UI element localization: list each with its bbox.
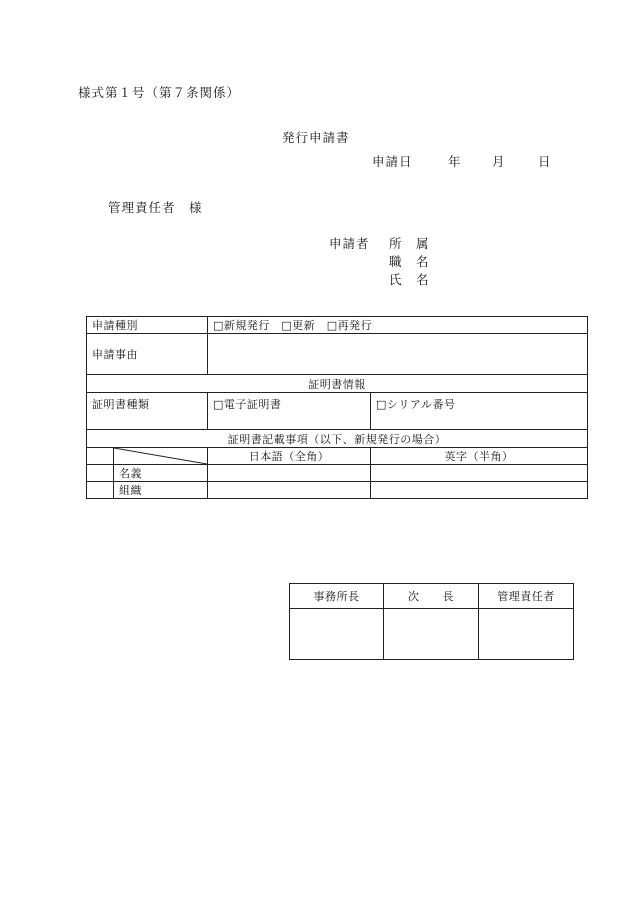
cert-type-row	[87, 393, 588, 430]
blank-cell	[87, 465, 114, 482]
application-date-label: 申請日	[372, 154, 413, 169]
reason-label: 申請事由	[87, 334, 208, 375]
stamp-box-manager[interactable]	[479, 609, 574, 660]
request-type-label: 申請種別	[87, 317, 208, 334]
date-year: 年	[448, 154, 462, 169]
col-english-header: 英字（半角）	[371, 448, 588, 465]
form-number: 様式第１号（第７条関係）	[78, 85, 241, 100]
diagonal-line	[114, 448, 207, 464]
cert-info-header-row	[87, 375, 588, 393]
row-name-label: 名義	[114, 465, 208, 482]
name-japanese-field[interactable]	[208, 465, 371, 482]
approval-header-row	[290, 584, 574, 609]
stamp-box-deputy[interactable]	[384, 609, 479, 660]
name-english-field[interactable]	[371, 465, 588, 482]
applicant-label: 申請者	[329, 236, 370, 251]
date-day: 日	[538, 154, 552, 169]
application-table	[86, 316, 588, 499]
blank-cell	[87, 482, 114, 499]
cert-type-option-electronic[interactable]: □電子証明書	[208, 393, 371, 430]
request-type-row	[87, 317, 588, 334]
addressee: 管理責任者 様	[108, 200, 203, 215]
stamp-box-director[interactable]	[290, 609, 384, 660]
cert-info-header: 証明書情報	[87, 375, 588, 393]
column-header-row	[87, 448, 588, 465]
org-english-field[interactable]	[371, 482, 588, 499]
request-type-options[interactable]: □新規発行 □更新 □再発行	[208, 317, 588, 334]
approval-table	[289, 583, 574, 660]
blank-cell	[87, 448, 114, 465]
name-row	[87, 465, 588, 482]
approval-col-deputy: 次 長	[384, 584, 479, 609]
approval-stamp-row	[290, 609, 574, 660]
reason-row	[87, 334, 588, 375]
row-org-label: 組織	[114, 482, 208, 499]
cert-details-header: 証明書記載事項（以下、新規発行の場合）	[87, 430, 588, 448]
reason-field[interactable]	[208, 334, 588, 375]
org-row	[87, 482, 588, 499]
document-title: 発行申請書	[282, 130, 350, 145]
applicant-name: 氏 名	[389, 272, 430, 287]
applicant-affiliation: 所 属	[389, 236, 430, 251]
col-japanese-header: 日本語（全角）	[208, 448, 371, 465]
date-month: 月	[492, 154, 506, 169]
approval-col-manager: 管理責任者	[479, 584, 574, 609]
approval-col-director: 事務所長	[290, 584, 384, 609]
cert-type-label: 証明書種類	[87, 393, 208, 430]
cert-details-header-row	[87, 430, 588, 448]
diagonal-cell	[114, 448, 208, 465]
applicant-position: 職 名	[389, 254, 430, 269]
org-japanese-field[interactable]	[208, 482, 371, 499]
cert-type-option-serial[interactable]: □シリアル番号	[371, 393, 588, 430]
